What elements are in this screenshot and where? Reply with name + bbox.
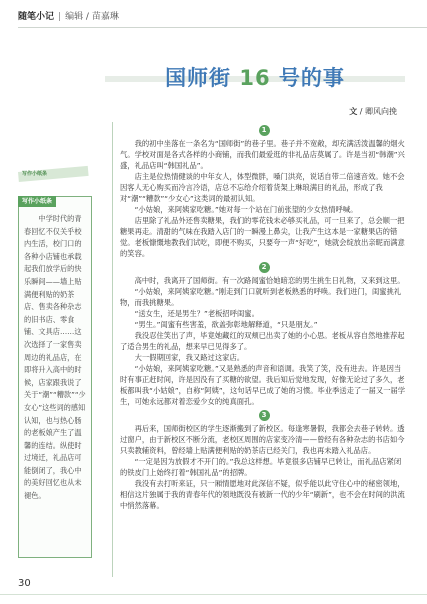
writing-note-box [18,196,92,558]
paragraph: 店里除了礼品外还售卖糖果，我们的零花钱未必够买礼品，可一旦来了，总会顺一把糖果再走。清甜的气味在我踏入店门的一瞬漫上鼻尖，让我产生这本是一家糖果店的错觉。老板慷慨地教我们试吃，即便不购买，只要夸一声“好吃”，她就会绽放出亲昵而满意的笑容。 [120,216,405,258]
column-header [18,10,119,24]
writing-note-text: 中学时代的青春回忆不仅关乎校内生活，校门口的各种小店铺也承载起我们放学后的快乐瞬间——墙上贴满便利贴的奶茶店、售卖各种杂志的旧书店、零食铺、文具店……这次选择了一家售卖周边的礼品店，在即将升入高中的时候，店家跟我说了关于“潮”“糟款”“少女心”这些词的感知认知，也与热心肠的老板娘产生了温馨的连结。纵使时过境迁，礼品店可能倒闭了，我心中的美好回忆也从未褪色。 [24,214,86,501]
paragraph: 我的初中坐落在一条名为“国师街”的巷子里。巷子并不宽敞，却充满活泼温馨的烟火气。学校对面是各式各样的小商铺，而我们最爱逛的非礼品店莫属了。许是当初“韩潮”兴盛，礼品店叫“韩国礼品”。 [120,139,405,170]
editor-credit: 编辑 / 苗嘉琳 [65,12,119,22]
body-left-rule [112,122,113,577]
byline [349,106,397,117]
section-marker-2: 2 [259,262,270,273]
article-title-block [105,60,405,100]
paragraph: 我没忍住笑出了声，毕竟她藏红的双颊已出卖了她的小心思。老板从容自然地推荐起了适合男生的礼品，想来早已见得多了。 [120,331,405,351]
title-suffix: 号的事 [278,65,345,90]
footer-divider [0,594,427,595]
paragraph: “小姑娘，来阿姨家吃糖。”又是熟悉的声音和语调。我笑了笑，没有进去。许是因当时有事正赶时间，许是因没有了买糖的欲望。我后知后觉地发现，好像无论过了多久，老板都叫我“小姑娘”，自称“阿姨”，这句话早已成了她的习惯。毕业季送走了一届又一届学生，可她永远都对着恋爱少女的纯真面孔。 [120,364,406,406]
paragraph: “小姑娘，来阿姨家吃糖。”她对每一个站在门前张望的少女热情呼喊。 [134,205,358,214]
paragraph: 我没有去打听来证，只一厢情愿地对此深信不疑，似乎能以此守住心中的秘密领地，相信这片独属于我的青春年代的领地既没有被新一代的少年“刷新”，也不会在时间的洪流中悄然落幕。 [120,479,405,510]
paragraph: “送女生，还是男生？”老板招呼闺蜜。 [134,309,259,318]
paragraph: 高中时，我离开了国师街。有一次路闻蜜恰她暗恋的男生挑生日礼物，又来到这里。 [134,276,405,285]
section-marker-1: 1 [259,125,270,136]
paragraph: 店主是位热情健谈的中年女人，体型微胖，嗓门洪亮，说话自带二倍速音效。她不会因客人无心购买而冷言冷语，店总不忘给介绍着货架上琳琅满目的礼品，形成了我对“潮”“糟款”“少女心”这类词的最初认知。 [120,172,405,203]
article-text [120,122,408,511]
title-prefix: 国师街 [165,65,232,90]
sidebar-note [18,148,96,568]
article-title [105,60,405,96]
paragraph: “男生。”闺蜜有些害羞，欲盖弥彰地解释道，“只是朋友。” [134,320,318,329]
tape-decoration [18,148,60,184]
page-number: 30 [18,578,31,589]
byline-author: / 卿风向挽 [359,107,397,116]
column-name: 随笔小记 [18,12,55,22]
paragraph: “小姑娘，来阿姨家吃糖。”刚走到门口就听到老板熟悉的呼唤。我们进门，闺蜜挑礼物，而我挑糖果。 [120,287,402,307]
section-marker-3: 3 [259,410,270,421]
tape-label: 写作小纸条 [22,171,48,177]
article-body [112,122,408,577]
header-separator: | [58,12,62,22]
writing-note-tab: 写作小纸条 [18,196,56,207]
paragraph: 大一假期回家，我又路过这家店。 [134,353,245,362]
title-number: 16 [239,66,271,90]
paragraph: “一定是因为放假才不开门的。”我总这样想。毕竟很多店铺早已转让，而礼品店紧闭的铁皮门上始终打着“韩国礼品”的招牌。 [120,457,402,477]
header-divider [18,27,427,28]
byline-prefix: 文 [349,107,358,116]
paragraph: 再后来，国师街校区的学生逐渐搬到了新校区。每逢寒暑假，我都会去巷子转转。透过窗户，由于新校区不断分流，老校区周围的店家变冷清——曾经有各种杂志的书店如今只卖教辅资料，曾经墙上贴满便利贴的奶茶店已经关门，我也再未踏入礼品店。 [120,424,405,455]
